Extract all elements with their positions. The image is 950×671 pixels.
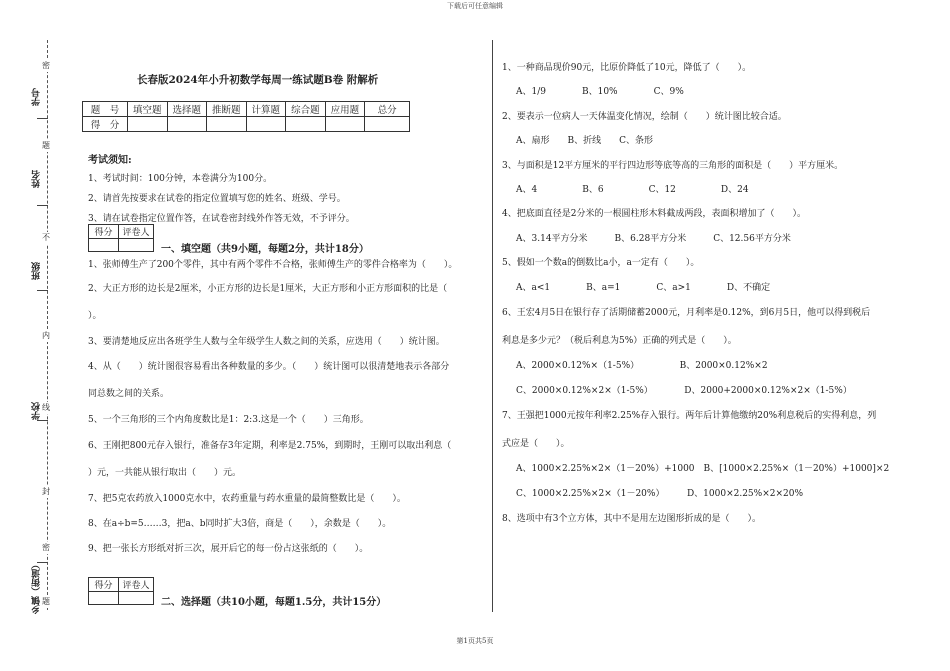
page-footer: 第1页共5页	[456, 637, 494, 645]
seal-char: 线	[42, 403, 50, 412]
margin-label-class: 班级	[32, 262, 42, 280]
score-table-header-cell: 综合题	[286, 102, 326, 117]
question-line: 2、大正方形的边长是2厘米，小正方形的边长是1厘米，大正方形和小正方形面积的比是（	[88, 284, 448, 294]
question-line: 3、与面积是12平方厘米的平行四边形等底等高的三角形的面积是（ ）平方厘米。	[502, 161, 844, 171]
grader-score-label: 得分	[89, 578, 119, 592]
notice-item: 3、请在试卷指定位置作答，在试卷密封线外作答无效，不予评分。	[88, 214, 355, 224]
grader-score-cell	[89, 592, 119, 605]
seal-char: 不	[42, 233, 50, 242]
score-table-header-cell: 选择题	[167, 102, 207, 117]
option-line: A、扇形 B、折线 C、条形	[516, 136, 654, 146]
grader-reviewer-label: 评卷人	[119, 578, 154, 592]
seal-dashed-line	[47, 40, 48, 610]
question-line: 1、张师傅生产了200个零件，其中有两个零件不合格，张师傅生产的零件合格率为（ ）。	[88, 260, 458, 270]
question-line: 式应是（ ）。	[502, 439, 570, 449]
question-line: 6、王宏4月5日在银行存了活期储蓄2000元，月利率是0.12%，到6月5日，他可以得到税后	[502, 308, 871, 318]
score-cell	[128, 117, 168, 132]
margin-label-school: 学校	[32, 402, 42, 420]
question-line: 9、把一张长方形纸对折三次，展开后它的每一份占这张纸的（ ）。	[88, 544, 369, 554]
score-table	[82, 101, 410, 132]
question-line: 1、一种商品现价90元，比原价降低了10元，降低了（ ）。	[502, 63, 752, 73]
option-line: C、1000×2.25%×2×（1－20%） D、1000×2.25%×2×20%	[516, 489, 804, 499]
question-line: 3、要清楚地反应出各班学生人数与全年级学生人数之间的关系，应选用（ ）统计图。	[88, 337, 445, 347]
score-table-header-cell: 计算题	[246, 102, 286, 117]
question-line: 同总数之间的关系。	[88, 389, 170, 399]
seal-fill-line	[37, 205, 48, 206]
score-table-header-cell: 推断题	[207, 102, 247, 117]
seal-fill-line	[37, 420, 48, 421]
score-cell	[207, 117, 247, 132]
question-line: 5、假如一个数a的倒数比a小，a一定有（ ）。	[502, 258, 700, 268]
section2-heading: 二、选择题（共10小题，每题1.5分，共计15分）	[161, 597, 387, 608]
grader-reviewer-cell	[119, 592, 154, 605]
option-line: A、a<1 B、a=1 C、a>1 D、不确定	[516, 283, 771, 293]
score-cell	[286, 117, 326, 132]
question-line: 7、王强把1000元按年利率2.25%存入银行。两年后计算他缴纳20%利息税后的实得利息，列	[502, 411, 877, 421]
score-cell	[365, 117, 410, 132]
grader-box	[88, 577, 154, 605]
score-table-score-row	[83, 117, 410, 132]
question-line: 8、在a÷b=5……3，把a、b同时扩大3倍，商是（ ），余数是（ ）。	[88, 519, 392, 529]
option-line: C、2000×0.12%×2×（1-5%） D、2000+2000×0.12%×2×（1-5%）	[516, 386, 852, 396]
score-cell	[246, 117, 286, 132]
margin-label-name: 姓名	[32, 170, 42, 188]
question-line: ）元，一共能从银行取出（ ）元。	[88, 468, 242, 478]
grader-score-label: 得分	[89, 225, 119, 239]
question-line: ）。	[88, 311, 102, 321]
score-table-header-cell: 应用题	[325, 102, 365, 117]
top-note: 下载后可任意编辑	[447, 2, 503, 10]
question-line: 4、从（ ）统计图很容易看出各种数量的多少。（ ）统计图可以很清楚地表示各部分	[88, 362, 450, 372]
notice-item: 1、考试时间：100分钟，本卷满分为100分。	[88, 174, 273, 184]
score-cell	[325, 117, 365, 132]
score-table-header-cell: 题 号	[83, 102, 128, 117]
seal-char: 题	[42, 597, 50, 606]
score-table-header-cell: 填空题	[128, 102, 168, 117]
margin-label-township: 乡镇（街道）	[32, 560, 42, 614]
score-table-header-row	[83, 102, 410, 117]
grader-score-cell	[89, 239, 119, 252]
question-line: 6、王刚把800元存入银行，准备存3年定期，利率是2.75%，到期时，王刚可以取出利息（	[88, 441, 452, 451]
question-line: 2、要表示一位病人一天体温变化情况，绘制（ ）统计图比较合适。	[502, 112, 787, 122]
grader-reviewer-label: 评卷人	[119, 225, 154, 239]
seal-char: 密	[42, 61, 50, 70]
seal-char: 题	[42, 141, 50, 150]
seal-char: 密	[42, 543, 50, 552]
score-row-label: 得 分	[83, 117, 128, 132]
notice-heading: 考试须知:	[88, 155, 132, 166]
option-line: A、1000×2.25%×2×（1－20%）+1000 B、[1000×2.25%×（1－20%）+1000]×2	[516, 464, 890, 474]
option-line: A、2000×0.12%×（1-5%） B、2000×0.12%×2	[516, 361, 768, 371]
score-cell	[167, 117, 207, 132]
margin-label-student-id: 学号	[32, 88, 42, 106]
seal-char: 内	[42, 331, 50, 340]
section1-heading: 一、填空题（共9小题，每题2分，共计18分）	[161, 244, 369, 255]
notice-item: 2、请首先按要求在试卷的指定位置填写您的姓名、班级、学号。	[88, 194, 346, 204]
column-divider	[492, 40, 493, 612]
grader-box	[88, 224, 154, 252]
grader-reviewer-cell	[119, 239, 154, 252]
option-line: A、1/9 B、10% C、9%	[516, 87, 684, 97]
seal-char: 封	[42, 487, 50, 496]
question-line: 利息是多少元？（税后利息为5%）正确的列式是（ ）。	[502, 336, 737, 346]
score-table-header-cell: 总分	[365, 102, 410, 117]
question-line: 5、一个三角形的三个内角度数比是1：2:3.这是一个（ ）三角形。	[88, 415, 369, 425]
option-line: A、3.14平方分米 B、6.28平方分米 C、12.56平方分米	[516, 234, 791, 244]
question-line: 4、把底面直径是2分米的一根圆柱形木料截成两段，表面积增加了（ ）。	[502, 209, 806, 219]
seal-fill-line	[37, 118, 48, 119]
question-line: 8、选项中有3个立方体，其中不是用左边图形折成的是（ ）。	[502, 514, 761, 524]
seal-fill-line	[37, 290, 48, 291]
option-line: A、4 B、6 C、12 D、24	[516, 185, 749, 195]
page-title: 长春版2024年小升初数学每周一练试题B卷 附解析	[137, 74, 379, 86]
question-line: 7、把5克农药放入1000克水中，农药重量与药水重量的最简整数比是（ ）。	[88, 494, 406, 504]
